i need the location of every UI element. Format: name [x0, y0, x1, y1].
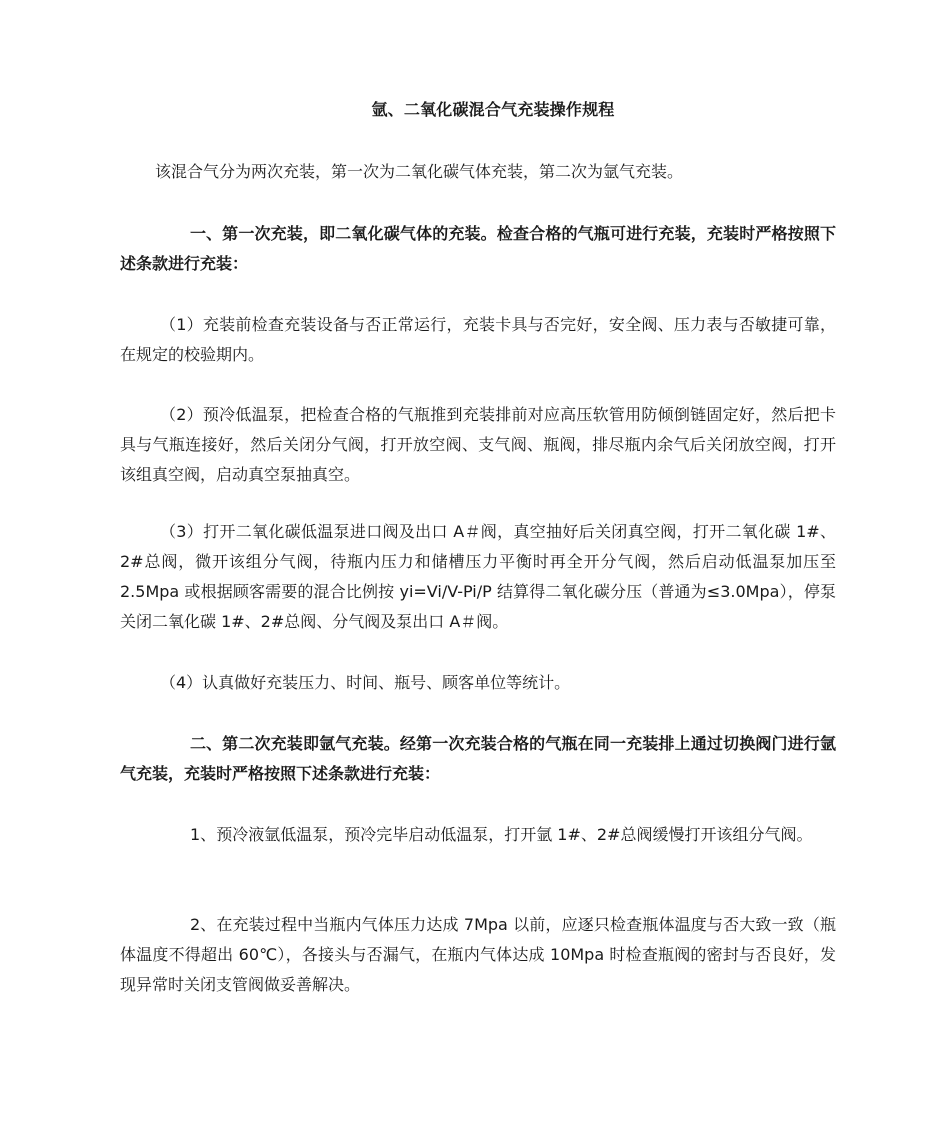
section-1-item-3: （3）打开二氧化碳低温泵进口阀及出口 A＃阀，真空抽好后关闭真空阀，打开二氧化碳 1#、2#总阀，微开该组分气阀，待瓶内压力和储槽压力平衡时再全开分气阀，然后启动低温泵加压至 2.5Mpa 或根据顾客需要的混合比例按 yi=Vi/V-Pi/P 结算得二氧化碳分压（普通为≤3.0Mpa），停泵关闭二氧化碳 1#、2#总阀、分气阀及泵出口 A＃阀。 — [120, 522, 836, 631]
section-1-number: 一、 — [190, 224, 223, 243]
section-2-number: 二、 — [190, 734, 223, 753]
section-2-item-1 — [120, 820, 836, 850]
section-1-heading-text: 第一次充装，即二氧化碳气体的充装。检查合格的气瓶可进行充装，充装时严格按照下述条款进行充装： — [120, 224, 836, 273]
section-2-item-1-text: 预冷液氩低温泵，预冷完毕启动低温泵，打开氩 1#、2#总阀缓慢打开该组分气阀。 — [216, 825, 813, 844]
document-title: 氩、二氧化碳混合气充装操作规程 — [371, 100, 615, 119]
section-2-item-2-text: 在充装过程中当瓶内气体压力达成 7Mpa 以前，应逐只检查瓶体温度与否大致一致（瓶体温度不得超出 60℃），各接头与否漏气，在瓶内气体达成 10Mpa 时检查瓶阀的密封与否良好，发现异常时关闭支管阀做妥善解决。 — [120, 915, 836, 994]
section-1-heading — [120, 219, 836, 279]
section-2-item-1-number: 1、 — [190, 825, 217, 844]
section-1-item-1: （1）充装前检查充装设备与否正常运行，充装卡具与否完好，安全阀、压力表与否敏捷可靠，在规定的校验期内。 — [120, 315, 836, 364]
intro-paragraph: 该混合气分为两次充装，第一次为二氧化碳气体充装，第二次为氩气充装。 — [155, 162, 684, 181]
section-1-item-2: （2）预冷低温泵，把检查合格的气瓶推到充装排前对应高压软管用防倾倒链固定好，然后把卡具与气瓶连接好，然后关闭分气阀，打开放空阀、支气阀、瓶阀，排尽瓶内余气后关闭放空阀，打开该组真空阀，启动真空泵抽真空。 — [120, 405, 836, 484]
section-2-heading — [120, 729, 836, 789]
section-2-item-2-number: 2、 — [190, 915, 217, 934]
section-1-item-4: （4）认真做好充装压力、时间、瓶号、顾客单位等统计。 — [160, 673, 571, 692]
section-2-item-2 — [120, 910, 836, 1000]
section-2-heading-text: 第二次充装即氩气充装。经第一次充装合格的气瓶在同一充装排上通过切换阀门进行氩气充装，充装时严格按照下述条款进行充装： — [120, 734, 836, 783]
